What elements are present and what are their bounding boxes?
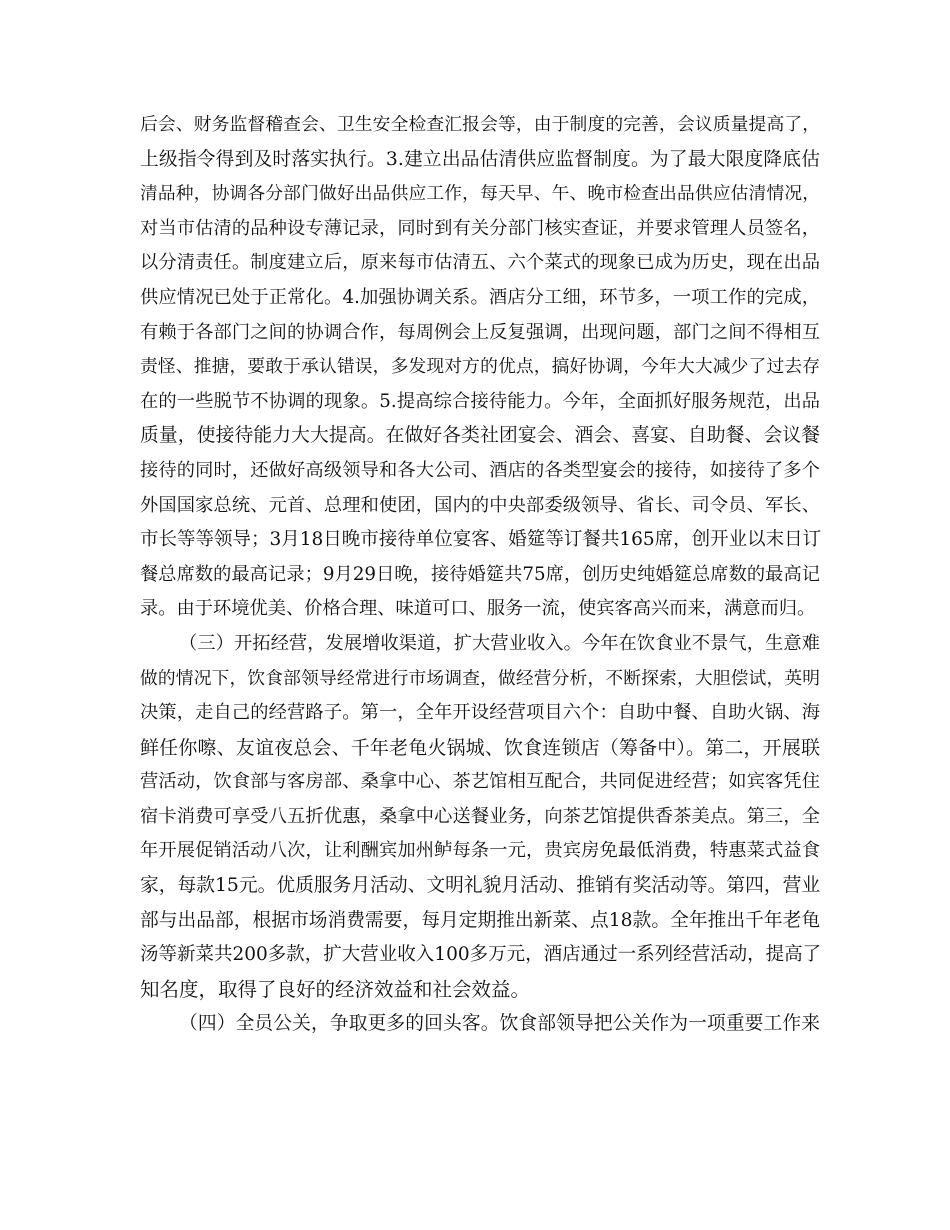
text-line: 在的一些脱节不协调的现象。5.提高综合接待能力。今年，全面抓好服务规范，出品 [140,390,820,412]
text-line: 年开展促销活动八次，让利酬宾加州鲈每条一元，贵宾房免最低消费，特惠菜式益食 [140,840,820,862]
text-line: 有赖于各部门之间的协调合作，每周例会上反复强调，出现问题，部门之间不得相互 [140,321,820,343]
text-line: 市长等等领导；3月18日晚市接待单位宴客、婚筵等订餐共165席，创开业以末日订 [140,529,822,551]
text-line: 营活动，饮食部与客房部、桑拿中心、茶艺馆相互配合，共同促进经营；如宾客凭住 [140,771,820,793]
text-line: 对当市估清的品种设专薄记录，同时到有关分部门核实查证，并要求管理人员签名， [140,217,820,239]
text-line: 录。由于环境优美、价格合理、味道可口、服务一流，使宾客高兴而来，满意而归。 [140,598,816,620]
text-line: 清品种，协调各分部门做好出品供应工作，每天早、午、晚市检查出品供应估清情况， [140,184,820,205]
text-line: 宿卡消费可享受八五折优惠，桑拿中心送餐业务，向茶艺馆提供香茶美点。第三，全 [140,805,820,827]
text-line: 知名度，取得了良好的经济效益和社会效益。 [140,977,531,1001]
text-line: 决策，走自己的经营路子。第一，全年开设经营项目六个：自助中餐、自助火锅、海 [140,702,820,724]
text-line: 汤等新菜共200多款，扩大营业收入100多万元，酒店通过一系列经营活动，提高了 [140,944,822,966]
text-line: 供应情况已处于正常化。4.加强协调关系。酒店分工细，环节多，一项工作的完成， [140,286,820,308]
text-line: 家，每款15元。优质服务月活动、文明礼貌月活动、推销有奖活动等。第四，营业 [140,875,821,897]
body-text [140,108,820,1042]
text-line: 餐总席数的最高记录；9月29日晚，接待婚筵共75席，创历史纯婚筵总席数的最高记 [140,563,820,585]
text-line: 做的情况下，饮食部领导经常进行市场调查，做经营分析，不断探索，大胆偿试，英明 [140,668,820,689]
text-line: 后会、财务监督稽查会、卫生安全检查汇报会等，由于制度的完善，会议质量提高了， [140,115,820,135]
text-line: 质量，使接待能力大大提高。在做好各类社团宴会、酒会、喜宴、自助餐、会议餐 [140,425,820,447]
text-line: 责怪、推搪，要敢于承认错误，多发现对方的优点，搞好协调，今年大大减少了过去存 [140,357,820,378]
text-line: 接待的同时，还做好高级领导和各大公司、酒店的各类型宴会的接待，如接待了多个 [140,459,820,481]
text-line: 鲜任你嚓、友谊夜总会、千年老龟火锅城、饮食连锁店（筹备中）。第二，开展联 [140,736,820,759]
paragraph-first-line: （三）开拓经营，发展增收渠道，扩大营业收入。今年在饮食业不景气，生意难 [179,632,820,654]
text-line: 上级指令得到及时落实执行。3.建立出品估清供应监督制度。为了最大限度降底估 [140,148,820,170]
text-line: 部与出品部，根据市场消费需要，每月定期推出新菜、点18款。全年推出千年老龟 [140,909,821,931]
text-line: 以分清责任。制度建立后，原来每市估清五、六个菜式的现象已成为历史，现在出品 [140,252,820,274]
paragraph-first-line: （四）全员公关，争取更多的回头客。饮食部领导把公关作为一项重要工作来 [179,1013,820,1035]
text-line: 外国国家总统、元首、总理和使团，国内的中央部委级领导、省长、司令员、军长、 [140,494,820,516]
